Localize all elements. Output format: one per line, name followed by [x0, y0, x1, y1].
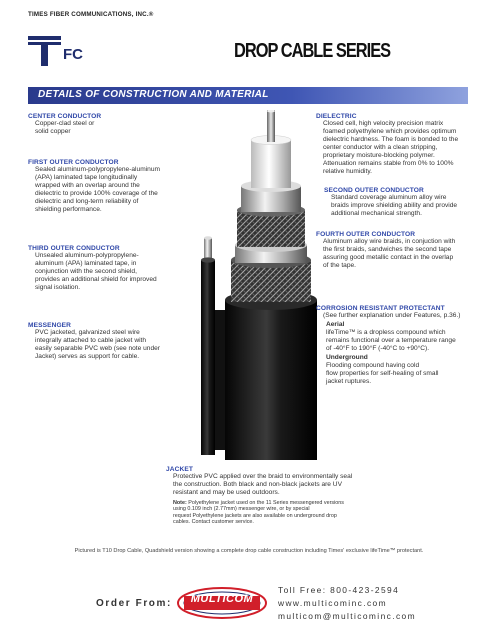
corrosion-heading: CORROSION RESISTANT PROTECTANT [316, 305, 445, 312]
figure-caption: Pictured is T10 Drop Cable, Quadshield version showing a complete drop cable construction including Times' exclusive lifeTime™ protectant. [74, 548, 424, 554]
messenger-heading: MESSENGER [28, 322, 72, 329]
order-from-label: Order From: [96, 598, 172, 609]
aerial-title: Aerial [326, 321, 345, 328]
corrosion-intro: (See further explanation under Features, p.36.) [323, 312, 461, 319]
second-outer-text: Standard coverage aluminum alloy wire braids improve shielding ability and provide additional mechanical strength. [331, 194, 458, 217]
fourth-outer-block [316, 231, 488, 270]
jacket-text: Protective PVC applied over the braid to environmentally seal the construction. Both black and non-black jackets are UV resistant and may be used outdoors. [173, 473, 353, 496]
second-outer-heading: SECOND OUTER CONDUCTOR [324, 187, 424, 194]
center-conductor-heading: CENTER CONDUCTOR [28, 113, 102, 120]
third-outer-text: Unsealed aluminum-polypropylene- aluminum (APA) laminated tape, in conjunction with the second shield, provides an additional shield for improved signal isolation. [35, 252, 157, 291]
third-outer-heading: THIRD OUTER CONDUCTOR [28, 245, 120, 252]
dielectric-text: Closed cell, high velocity precision matrix foamed polyethylene which provides optimum dielectric hardness. The foam is bonded to the center conductor with a clean stripping, proprietary moisture-blocking polymer. Attenuation remains stable from 0% to 100% relative humidity. [323, 120, 459, 175]
company-name: TIMES FIBER COMMUNICATIONS, INC.® [28, 11, 154, 18]
jacket-note: Note: Polyethylene jacket used on the 11 Series messengered versions using 0.109 inch (2.77mm) messenger wire, or by special request Polyethylene jackets are also available on underground drop cables. Contact customer service. [173, 500, 344, 526]
corrosion-block [316, 305, 491, 386]
first-outer-block [28, 159, 200, 214]
dielectric-block [316, 113, 486, 176]
note-label: Note: [173, 500, 187, 506]
center-conductor-text: Copper-clad steel or solid copper [35, 120, 95, 135]
logo-text: FC [63, 46, 83, 63]
center-conductor-block [28, 113, 198, 136]
dielectric-heading: DIELECTRIC [316, 113, 357, 120]
first-outer-text: Sealed aluminum-polypropylene-aluminum (APA) laminated tape longitudinally wrapped with an overlap around the dielectric to provide 100% coverage of the dielectric and long-term reliability of shielding performance. [35, 166, 160, 213]
aerial-block: Aerial lifeTime™ is a dropless compound which remains functional over a temperature range of -40°F to 190°F (-40°C to +90°C). Underground Flooding compound having cold flow properties for self-healing of small jacket ruptures. [316, 321, 491, 386]
section-title: DETAILS OF CONSTRUCTION AND MATERIAL [38, 89, 269, 100]
jacket-block [166, 466, 386, 526]
first-outer-heading: FIRST OUTER CONDUCTOR [28, 159, 119, 166]
page-title: DROP CABLE SERIES [234, 40, 391, 62]
drop-cable-illustration [195, 110, 335, 465]
multicom-brand: MULTICOM [190, 593, 254, 605]
email-link[interactable]: multicom@multicominc.com [278, 611, 416, 621]
third-outer-block [28, 245, 200, 292]
website-link[interactable]: www.multicominc.com [278, 598, 387, 608]
fourth-outer-text: Aluminum alloy wire braids, in conjuction with the first braids, sandwiches the second tape assuring good metallic contact in the overlap of the tape. [323, 238, 456, 269]
second-outer-block [324, 187, 489, 218]
messenger-text: PVC jacketed, galvanized steel wire integrally attached to cable jacket with easily separable PVC web (see note under Jacket) serves as support for cable. [35, 329, 160, 360]
fourth-outer-heading: FOURTH OUTER CONDUCTOR [316, 231, 416, 238]
jacket-heading: JACKET [166, 466, 193, 473]
phone-number: Toll Free: 800-423-2594 [278, 585, 400, 595]
underground-title: Underground [326, 354, 368, 361]
messenger-block [28, 322, 200, 361]
